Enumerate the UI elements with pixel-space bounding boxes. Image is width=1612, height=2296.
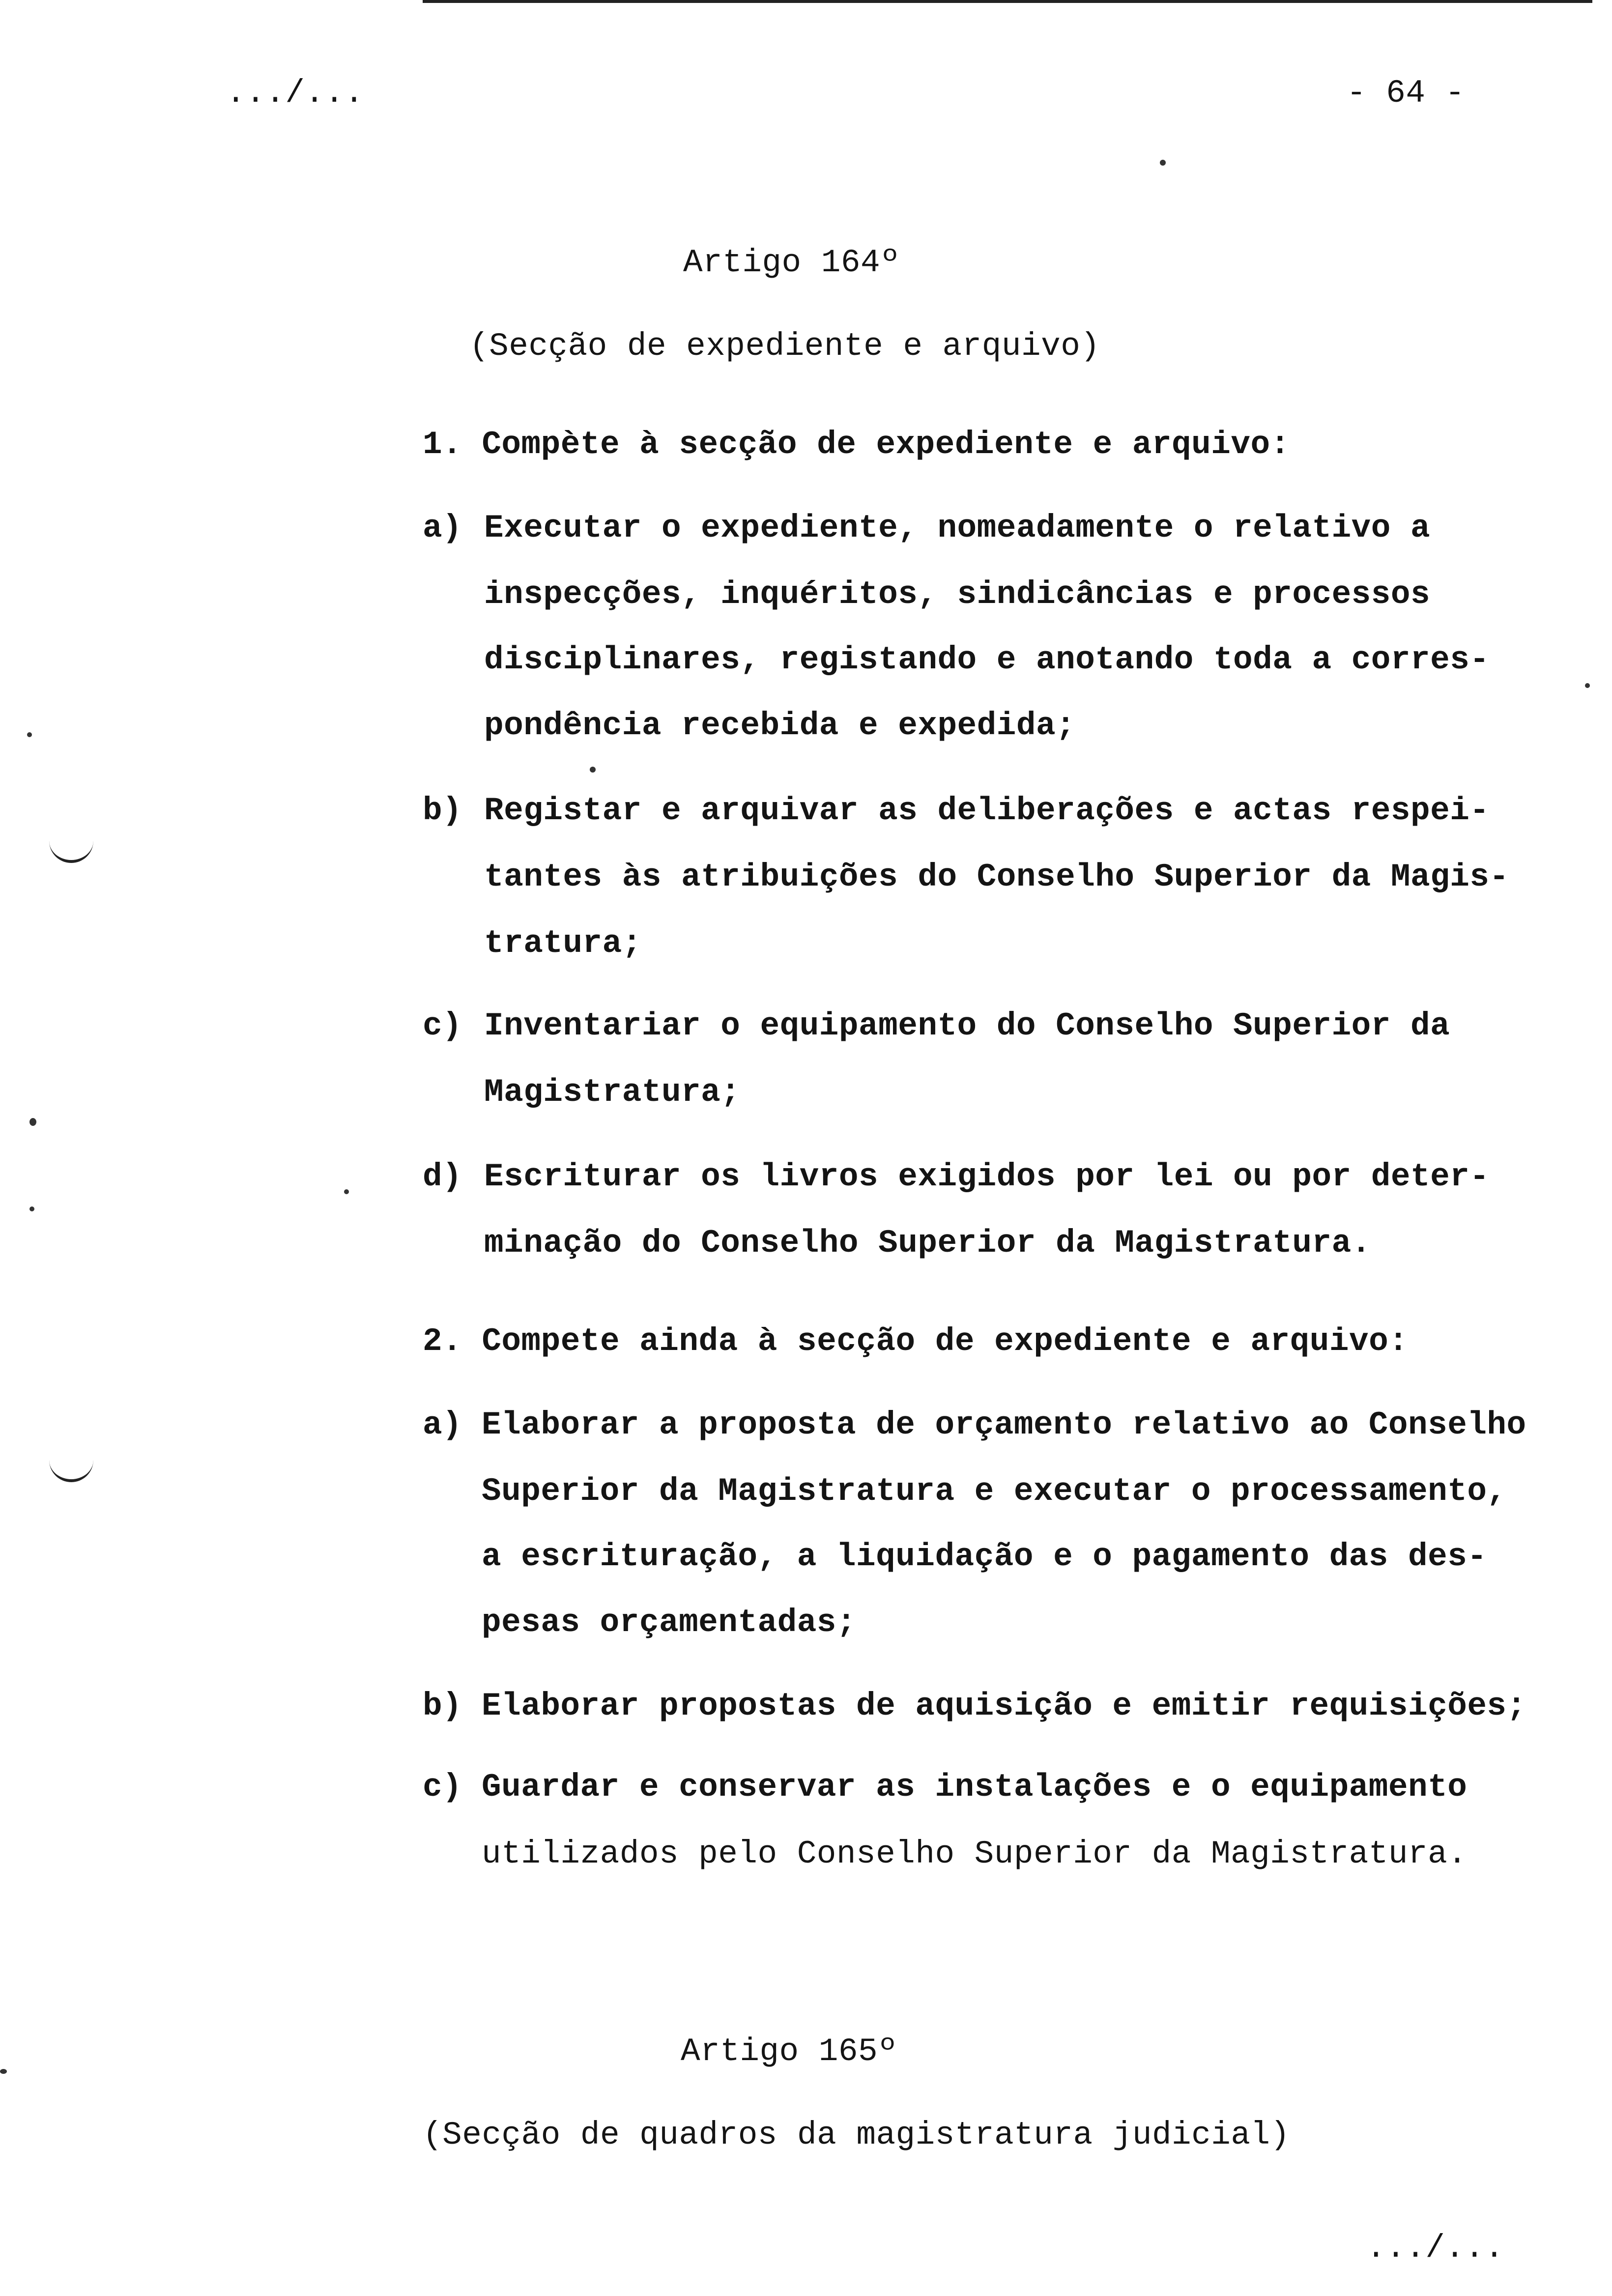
item-line: Executar o expediente, nomeadamente o relativo a <box>484 510 1431 546</box>
paragraph-1-intro: 1. Compète à secção de expediente e arquivo: <box>423 426 1290 463</box>
item-marker: b) <box>423 1688 462 1724</box>
page-number: - 64 - <box>1347 75 1465 112</box>
scan-speck <box>29 1206 34 1211</box>
scan-speck <box>344 1189 349 1194</box>
article-164-subtitle: (Secção de expediente e arquivo) <box>469 328 1100 365</box>
item-line: Guardar e conservar as instalações e o equipamento <box>482 1769 1468 1806</box>
scan-mark <box>49 835 93 863</box>
item-line: tantes às atribuições do Conselho Superior da Magis- <box>484 859 1509 895</box>
item-marker: a) <box>423 510 462 546</box>
item-line: inspecções, inquéritos, sindicâncias e processos <box>484 576 1431 613</box>
item-line: minação do Conselho Superior da Magistratura. <box>484 1225 1371 1262</box>
scan-speck <box>1585 683 1590 688</box>
item-line: Superior da Magistratura e executar o processamento, <box>482 1473 1507 1510</box>
item-line: Magistratura; <box>484 1074 741 1111</box>
item-marker: d) <box>423 1158 462 1195</box>
item-marker: c) <box>423 1007 462 1044</box>
scan-mark <box>49 1455 93 1482</box>
item-line: pondência recebida e expedida; <box>484 707 1076 744</box>
scan-speck <box>0 2069 7 2074</box>
item-line: Escriturar os livros exigidos por lei ou por deter- <box>484 1158 1490 1195</box>
item-line: pesas orçamentadas; <box>482 1604 857 1641</box>
article-165-title: Artigo 165º <box>681 2033 898 2070</box>
scan-speck <box>29 1118 36 1126</box>
item-line: Inventariar o equipamento do Conselho Superior da <box>484 1007 1450 1044</box>
item-line: Elaborar propostas de aquisição e emitir requisições; <box>482 1688 1526 1724</box>
scan-speck <box>27 732 32 737</box>
article-165-subtitle: (Secção de quadros da magistratura judicial) <box>423 2117 1290 2153</box>
paragraph-2-intro: 2. Compete ainda à secção de expediente e arquivo: <box>423 1323 1409 1360</box>
item-marker: b) <box>423 792 462 829</box>
header-continued-mark: .../... <box>226 75 364 112</box>
scan-speck <box>1160 160 1166 166</box>
item-line: a escrituração, a liquidação e o pagamento das des- <box>482 1538 1487 1575</box>
footer-continued-mark: .../... <box>1366 2230 1504 2267</box>
item-marker: a) <box>423 1406 462 1443</box>
scan-speck <box>590 767 596 773</box>
item-line: disciplinares, registando e anotando toda a corres- <box>484 641 1490 678</box>
item-line: Registar e arquivar as deliberações e actas respei- <box>484 792 1490 829</box>
top-rule <box>423 0 1592 3</box>
item-marker: c) <box>423 1769 462 1806</box>
item-line: utilizados pelo Conselho Superior da Magistratura. <box>482 1836 1468 1872</box>
item-line: tratura; <box>484 925 642 962</box>
article-164-title: Artigo 164º <box>683 244 900 281</box>
item-line: Elaborar a proposta de orçamento relativo ao Conselho <box>482 1406 1526 1443</box>
